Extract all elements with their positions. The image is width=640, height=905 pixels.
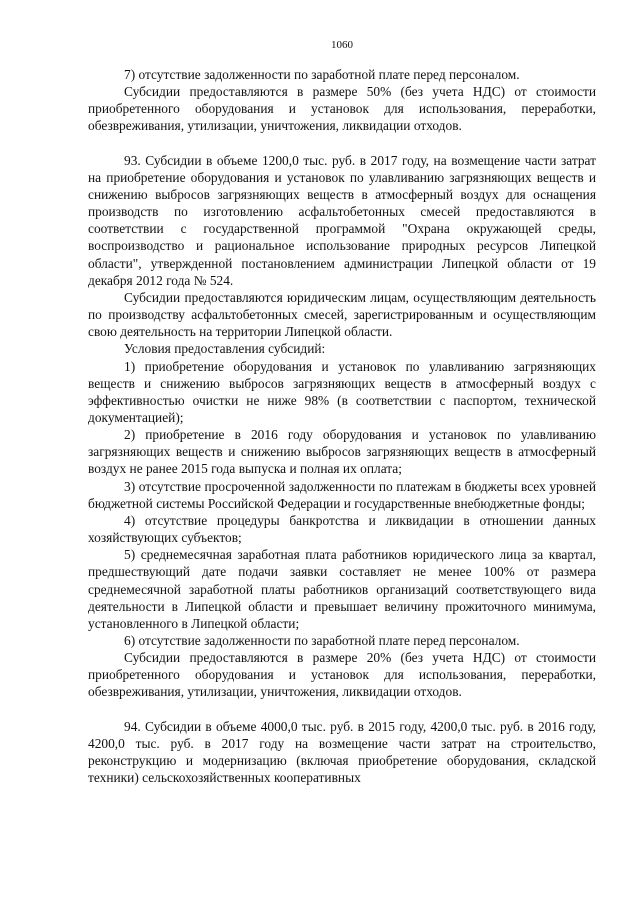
paragraph-recipients: Субсидии предоставляются юридическим лицам, осуществляющим деятельность по производству асфальтобетонных смесей, зарегистрированным и осуществляющим свою деятельность на территории Липецкой области. xyxy=(88,289,596,340)
paragraph-condition-7: 7) отсутствие задолженности по заработной плате перед персоналом. xyxy=(124,67,520,82)
page-number: 1060 xyxy=(331,39,353,51)
paragraph-subsidy-rate-50: Субсидии предоставляются в размере 50% (без учета НДС) от стоимости приобретенного оборудования и установок для использования, переработки, обезвреживания, утилизации, уничтожения, ликвидации отходов. xyxy=(88,84,596,134)
paragraph-condition-2: 2) приобретение в 2016 году оборудования и установок по улавливанию загрязняющих веществ и снижению выбросов загрязняющих веществ в атмосферный воздух не ранее 2015 года выпуска и полная их оплата; xyxy=(88,427,596,477)
paragraph-condition-3: 3) отсутствие просроченной задолженности по платежам в бюджеты всех уровней бюджетной системы Российской Федерации и государственные внебюджетные фонды; xyxy=(88,478,596,511)
paragraph-gap xyxy=(88,701,596,718)
paragraph-conditions-heading: Условия предоставления субсидий: xyxy=(124,341,326,357)
paragraph-item-93: 93. Субсидии в объеме 1200,0 тыс. руб. в 2017 году, на возмещение части затрат на приобретение оборудования и установок по улавливанию загрязняющих веществ и снижению выбросов загрязняющих веществ в атмосферный воздух для оснащения производств по изготовлению асфальтобетонных смесей предоставляются в соответствии с государственной программой "Охрана окружающей среды, воспроизводство и рациональное использование природных ресурсов Липецкой области", утвержденной постановлением администрации Липецкой области от 19 декабря 2012 года № 524. xyxy=(88,152,596,288)
paragraph-condition-4: 4) отсутствие процедуры банкротства и ликвидации в отношении данных хозяйствующих субъектов; xyxy=(88,512,596,546)
paragraph-condition-6: 6) отсутствие задолженности по заработной плате перед персоналом. xyxy=(124,633,520,648)
paragraph-gap xyxy=(88,135,596,152)
paragraph-condition-5: 5) среднемесячная заработная плата работников юридического лица за квартал, предшествующий дате подачи заявки составляет не менее 100% от размера среднемесячной заработной платы работников организаций соответствующего вида деятельности в Липецкой области и превышает величину прожиточного минимума, установленного в Липецкой области; xyxy=(88,547,596,631)
paragraph-item-94: 94. Субсидии в объеме 4000,0 тыс. руб. в 2015 году, 4200,0 тыс. руб. в 2016 году, 4200,0 тыс. руб. в 2017 году на возмещение части затрат на строительство, реконструкцию и модернизацию (включая приобретение оборудования, складской техники) сельскохозяйственных кооперативных xyxy=(88,718,596,786)
paragraph-subsidy-rate-20: Субсидии предоставляются в размере 20% (без учета НДС) от стоимости приобретенного оборудования и установок для использования, переработки, обезвреживания, утилизации, уничтожения, ликвидации отходов. xyxy=(88,650,596,700)
paragraph-condition-1: 1) приобретение оборудования и установок по улавливанию загрязняющих веществ и снижению выбросов загрязняющих веществ в атмосферный воздух с эффективностью очистки не ниже 98% (в соответствии с паспортом, технической документацией); xyxy=(88,358,596,425)
document-page xyxy=(88,38,596,786)
